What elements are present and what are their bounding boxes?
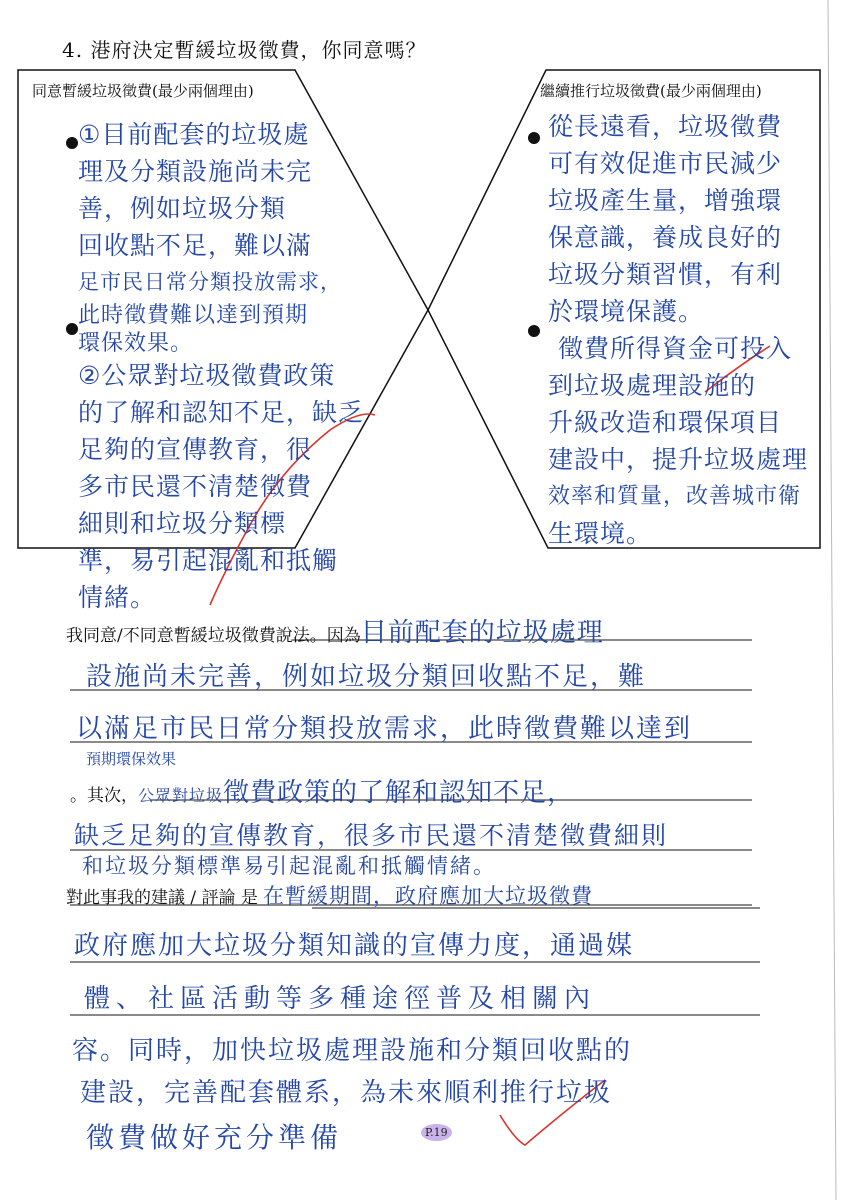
question-title: 4. 港府決定暫緩垃圾徵費，你同意嗎？ bbox=[62, 38, 427, 62]
handwritten-line: 徵費所得資金可投入 bbox=[558, 334, 793, 363]
handwritten-answer: 以滿足市民日常分類投放需求，此時徵費難以達到 bbox=[76, 714, 693, 744]
handwritten-answer: 設施尚未完善，例如垃圾分類回收點不足，難 bbox=[86, 662, 647, 692]
handwritten-line: 多市民還不清楚徵費 bbox=[78, 472, 313, 501]
handwritten-line: 生環境。 bbox=[548, 519, 653, 548]
handwritten-answer: 建設，完善配套體系，為未來順利推行垃圾 bbox=[80, 1078, 613, 1108]
statement-prompt: 我同意/不同意暫緩垃圾徵費說法。因為 bbox=[66, 626, 361, 646]
handwritten-line: 到垃圾處理設施的 bbox=[548, 371, 757, 400]
page-edge-line bbox=[828, 0, 836, 1200]
handwritten-line: 環保效果。 bbox=[78, 331, 194, 356]
handwritten-line: 垃圾分類習慣，有利 bbox=[548, 260, 783, 289]
continue-box-label: 繼續推行垃圾徵費(最少兩個理由) bbox=[540, 82, 762, 100]
bullet-dot bbox=[66, 137, 78, 149]
handwritten-line: 可有效促進市民減少 bbox=[548, 149, 783, 178]
handwritten-answer: 容。同時，加快垃圾處理設施和分類回收點的 bbox=[72, 1036, 633, 1066]
handwritten-line: 足夠的宣傳教育，很 bbox=[78, 435, 313, 464]
bullet-dot bbox=[66, 323, 78, 335]
handwritten-line: 升級改造和環保項目 bbox=[548, 408, 783, 437]
handwritten-line: 建設中，提升垃圾處理 bbox=[548, 445, 809, 474]
handwritten-line: 準，易引起混亂和抵觸 bbox=[78, 546, 339, 575]
handwritten-line: 保意識，養成良好的 bbox=[548, 223, 783, 252]
handwritten-line: 於環境保護。 bbox=[548, 297, 705, 326]
bullet-dot bbox=[528, 325, 540, 337]
handwritten-answer: 在暫緩期間，政府應加大垃圾徵費 bbox=[263, 884, 594, 908]
handwritten-line: 細則和垃圾分類標 bbox=[78, 509, 287, 538]
handwritten-line: 回收點不足，難以滿 bbox=[78, 231, 313, 260]
handwritten-note: 公眾對垃圾 bbox=[138, 786, 224, 805]
handwritten-answer: 缺乏足夠的宣傳教育，很多市民還不清楚徵費細則 bbox=[74, 821, 669, 850]
handwritten-line: 足市民日常分類投放需求， bbox=[78, 270, 342, 294]
agree-reasons bbox=[78, 116, 364, 616]
handwritten-line: 情緒。 bbox=[78, 583, 157, 612]
handwritten-line: 從長遠看，垃圾徵費 bbox=[548, 112, 783, 141]
handwritten-line: 此時徵費難以達到預期 bbox=[78, 303, 309, 328]
handwritten-line: ①目前配套的垃圾處 bbox=[78, 120, 310, 149]
handwritten-answer: 體、社區活動等多種途徑普及相關內 bbox=[84, 984, 597, 1014]
suggestion-first-row bbox=[66, 880, 593, 920]
continue-reasons bbox=[548, 108, 808, 552]
handwritten-line: 的了解和認知不足，缺乏 bbox=[78, 398, 365, 427]
agree-box-label: 同意暫緩垃圾徵費(最少兩個理由) bbox=[32, 82, 254, 100]
handwritten-line: 垃圾產生量，增強環 bbox=[548, 186, 783, 215]
handwritten-answer: 和垃圾分類標準易引起混亂和抵觸情緒。 bbox=[82, 854, 496, 878]
handwritten-answer: 徵費做好充分準備 bbox=[86, 1121, 343, 1154]
statement-first-row bbox=[66, 612, 604, 652]
handwritten-line: ②公眾對垃圾徵費政策 bbox=[78, 361, 336, 390]
statement-prompt: 。其次， bbox=[70, 786, 138, 806]
handwritten-line: 效率和質量，改善城市衛 bbox=[548, 484, 802, 509]
handwritten-answer: 目前配套的垃圾處理 bbox=[360, 618, 604, 648]
handwritten-answer: 政府應加大垃圾分類知識的宣傳力度，通過媒 bbox=[74, 931, 635, 961]
handwritten-line: 善，例如垃圾分類 bbox=[78, 194, 287, 223]
bullet-dot bbox=[528, 132, 540, 144]
handwritten-line: 理及分類設施尚未完 bbox=[78, 157, 313, 186]
handwritten-note: 預期環保效果 bbox=[86, 750, 177, 768]
statement-second-row bbox=[70, 772, 574, 812]
suggestion-prompt: 對此事我的建議 / 評論 是 bbox=[66, 888, 258, 908]
handwritten-answer: 徵費政策的了解和認知不足， bbox=[223, 778, 575, 808]
page-number: P.19 bbox=[421, 1124, 452, 1141]
